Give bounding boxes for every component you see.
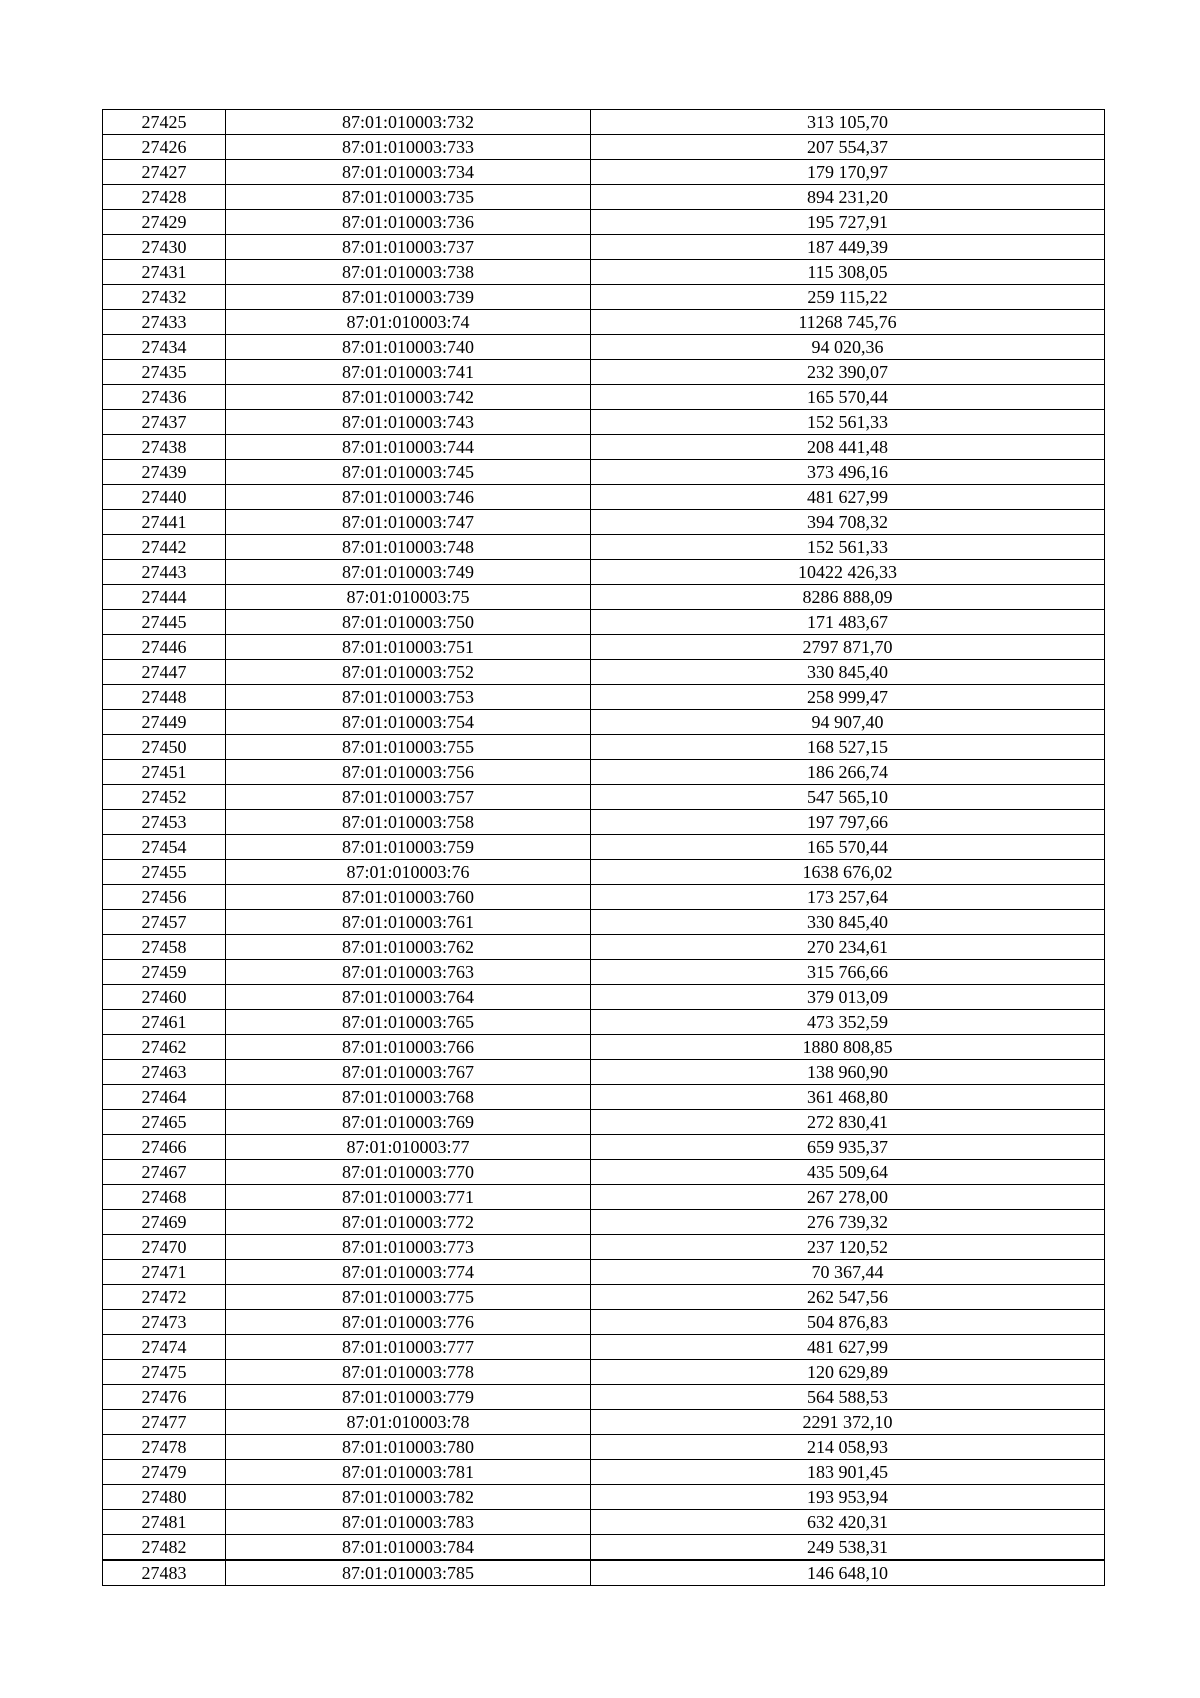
cadastral-value-cell: 187 449,39 [591, 235, 1105, 260]
cadastral-number-cell: 87:01:010003:768 [226, 1085, 591, 1110]
row-number-cell: 27432 [103, 285, 226, 310]
cadastral-value-cell: 10422 426,33 [591, 560, 1105, 585]
table-row [103, 310, 1105, 335]
table-row [103, 185, 1105, 210]
cadastral-value-cell: 183 901,45 [591, 1460, 1105, 1485]
cadastral-value-cell: 165 570,44 [591, 385, 1105, 410]
cadastral-number-cell: 87:01:010003:771 [226, 1185, 591, 1210]
cadastral-number-cell: 87:01:010003:782 [226, 1485, 591, 1510]
table-row [103, 1310, 1105, 1335]
cadastral-number-cell: 87:01:010003:747 [226, 510, 591, 535]
cadastral-value-cell: 179 170,97 [591, 160, 1105, 185]
cadastral-number-cell: 87:01:010003:753 [226, 685, 591, 710]
cadastral-value-cell: 481 627,99 [591, 485, 1105, 510]
cadastral-number-cell: 87:01:010003:761 [226, 910, 591, 935]
row-number-cell: 27469 [103, 1210, 226, 1235]
row-number-cell: 27450 [103, 735, 226, 760]
cadastral-value-cell: 473 352,59 [591, 1010, 1105, 1035]
cadastral-number-cell: 87:01:010003:754 [226, 710, 591, 735]
cadastral-value-cell: 214 058,93 [591, 1435, 1105, 1460]
cadastral-number-cell: 87:01:010003:74 [226, 310, 591, 335]
table-row [103, 760, 1105, 785]
cadastral-value-cell: 120 629,89 [591, 1360, 1105, 1385]
cadastral-value-cell: 259 115,22 [591, 285, 1105, 310]
cadastral-value-cell: 146 648,10 [591, 1560, 1105, 1586]
table-row [103, 985, 1105, 1010]
cadastral-value-cell: 894 231,20 [591, 185, 1105, 210]
row-number-cell: 27467 [103, 1160, 226, 1185]
table-row [103, 1210, 1105, 1235]
cadastral-number-cell: 87:01:010003:776 [226, 1310, 591, 1335]
table-row [103, 910, 1105, 935]
cadastral-value-cell: 70 367,44 [591, 1260, 1105, 1285]
cadastral-number-cell: 87:01:010003:734 [226, 160, 591, 185]
row-number-cell: 27464 [103, 1085, 226, 1110]
cadastral-value-cell: 276 739,32 [591, 1210, 1105, 1235]
cadastral-value-cell: 138 960,90 [591, 1060, 1105, 1085]
table-row [103, 1385, 1105, 1410]
row-number-cell: 27426 [103, 135, 226, 160]
table-row [103, 1185, 1105, 1210]
cadastral-number-cell: 87:01:010003:755 [226, 735, 591, 760]
cadastral-value-cell: 2797 871,70 [591, 635, 1105, 660]
row-number-cell: 27444 [103, 585, 226, 610]
cadastral-number-cell: 87:01:010003:783 [226, 1510, 591, 1535]
cadastral-value-cell: 152 561,33 [591, 410, 1105, 435]
row-number-cell: 27476 [103, 1385, 226, 1410]
cadastral-number-cell: 87:01:010003:756 [226, 760, 591, 785]
table-row [103, 1160, 1105, 1185]
row-number-cell: 27436 [103, 385, 226, 410]
cadastral-value-cell: 171 483,67 [591, 610, 1105, 635]
cadastral-value-cell: 258 999,47 [591, 685, 1105, 710]
row-number-cell: 27461 [103, 1010, 226, 1035]
cadastral-number-cell: 87:01:010003:760 [226, 885, 591, 910]
row-number-cell: 27463 [103, 1060, 226, 1085]
cadastral-value-cell: 152 561,33 [591, 535, 1105, 560]
cadastral-number-cell: 87:01:010003:777 [226, 1335, 591, 1360]
cadastral-number-cell: 87:01:010003:757 [226, 785, 591, 810]
table-row [103, 210, 1105, 235]
table-row [103, 360, 1105, 385]
table-row [103, 385, 1105, 410]
table-row [103, 235, 1105, 260]
table-row [103, 335, 1105, 360]
cadastral-number-cell: 87:01:010003:773 [226, 1235, 591, 1260]
table-row [103, 1560, 1105, 1586]
cadastral-value-cell: 173 257,64 [591, 885, 1105, 910]
table-row [103, 560, 1105, 585]
table-row [103, 1460, 1105, 1485]
cadastral-number-cell: 87:01:010003:736 [226, 210, 591, 235]
table-row [103, 685, 1105, 710]
table-row [103, 1285, 1105, 1310]
table-row [103, 610, 1105, 635]
table-row [103, 260, 1105, 285]
row-number-cell: 27454 [103, 835, 226, 860]
table-row [103, 510, 1105, 535]
row-number-cell: 27440 [103, 485, 226, 510]
cadastral-value-cell: 481 627,99 [591, 1335, 1105, 1360]
cadastral-number-cell: 87:01:010003:78 [226, 1410, 591, 1435]
cadastral-value-cell: 373 496,16 [591, 460, 1105, 485]
row-number-cell: 27458 [103, 935, 226, 960]
cadastral-value-cell: 249 538,31 [591, 1535, 1105, 1561]
cadastral-number-cell: 87:01:010003:774 [226, 1260, 591, 1285]
row-number-cell: 27434 [103, 335, 226, 360]
cadastral-number-cell: 87:01:010003:770 [226, 1160, 591, 1185]
cadastral-value-cell: 315 766,66 [591, 960, 1105, 985]
table-row [103, 860, 1105, 885]
cadastral-number-cell: 87:01:010003:775 [226, 1285, 591, 1310]
cadastral-number-cell: 87:01:010003:752 [226, 660, 591, 685]
cadastral-number-cell: 87:01:010003:784 [226, 1535, 591, 1561]
table-row [103, 1260, 1105, 1285]
cadastral-number-cell: 87:01:010003:735 [226, 185, 591, 210]
cadastral-value-cell: 267 278,00 [591, 1185, 1105, 1210]
row-number-cell: 27430 [103, 235, 226, 260]
cadastral-value-cell: 394 708,32 [591, 510, 1105, 535]
row-number-cell: 27449 [103, 710, 226, 735]
table-row [103, 1085, 1105, 1110]
table-row [103, 1235, 1105, 1260]
row-number-cell: 27456 [103, 885, 226, 910]
row-number-cell: 27443 [103, 560, 226, 585]
table-row [103, 735, 1105, 760]
cadastral-number-cell: 87:01:010003:764 [226, 985, 591, 1010]
table-row [103, 885, 1105, 910]
cadastral-number-cell: 87:01:010003:759 [226, 835, 591, 860]
cadastral-number-cell: 87:01:010003:738 [226, 260, 591, 285]
row-number-cell: 27442 [103, 535, 226, 560]
cadastral-number-cell: 87:01:010003:769 [226, 1110, 591, 1135]
cadastral-value-cell: 330 845,40 [591, 660, 1105, 685]
cadastral-number-cell: 87:01:010003:737 [226, 235, 591, 260]
cadastral-number-cell: 87:01:010003:76 [226, 860, 591, 885]
row-number-cell: 27441 [103, 510, 226, 535]
cadastral-number-cell: 87:01:010003:781 [226, 1460, 591, 1485]
cadastral-number-cell: 87:01:010003:739 [226, 285, 591, 310]
row-number-cell: 27465 [103, 1110, 226, 1135]
table-row [103, 1410, 1105, 1435]
row-number-cell: 27478 [103, 1435, 226, 1460]
table-row [103, 1335, 1105, 1360]
table-row [103, 535, 1105, 560]
row-number-cell: 27446 [103, 635, 226, 660]
cadastral-number-cell: 87:01:010003:750 [226, 610, 591, 635]
table-row [103, 835, 1105, 860]
cadastral-value-table [102, 109, 1105, 1586]
row-number-cell: 27439 [103, 460, 226, 485]
cadastral-value-cell: 207 554,37 [591, 135, 1105, 160]
cadastral-value-cell: 564 588,53 [591, 1385, 1105, 1410]
row-number-cell: 27451 [103, 760, 226, 785]
cadastral-number-cell: 87:01:010003:749 [226, 560, 591, 585]
row-number-cell: 27453 [103, 810, 226, 835]
cadastral-number-cell: 87:01:010003:732 [226, 110, 591, 135]
table-row [103, 585, 1105, 610]
cadastral-value-cell: 632 420,31 [591, 1510, 1105, 1535]
row-number-cell: 27468 [103, 1185, 226, 1210]
cadastral-number-cell: 87:01:010003:733 [226, 135, 591, 160]
table-body [103, 110, 1105, 1586]
table-row [103, 1510, 1105, 1535]
cadastral-value-cell: 361 468,80 [591, 1085, 1105, 1110]
cadastral-number-cell: 87:01:010003:772 [226, 1210, 591, 1235]
table-row [103, 135, 1105, 160]
row-number-cell: 27459 [103, 960, 226, 985]
table-row [103, 710, 1105, 735]
row-number-cell: 27448 [103, 685, 226, 710]
table-row [103, 285, 1105, 310]
row-number-cell: 27466 [103, 1135, 226, 1160]
cadastral-value-cell: 330 845,40 [591, 910, 1105, 935]
cadastral-number-cell: 87:01:010003:763 [226, 960, 591, 985]
cadastral-value-cell: 11268 745,76 [591, 310, 1105, 335]
table-row [103, 1035, 1105, 1060]
cadastral-number-cell: 87:01:010003:765 [226, 1010, 591, 1035]
cadastral-number-cell: 87:01:010003:778 [226, 1360, 591, 1385]
table-row [103, 435, 1105, 460]
row-number-cell: 27427 [103, 160, 226, 185]
table-row [103, 1135, 1105, 1160]
cadastral-value-cell: 208 441,48 [591, 435, 1105, 460]
row-number-cell: 27480 [103, 1485, 226, 1510]
row-number-cell: 27455 [103, 860, 226, 885]
cadastral-value-cell: 94 020,36 [591, 335, 1105, 360]
row-number-cell: 27462 [103, 1035, 226, 1060]
row-number-cell: 27447 [103, 660, 226, 685]
table-row [103, 810, 1105, 835]
cadastral-number-cell: 87:01:010003:785 [226, 1560, 591, 1586]
cadastral-value-cell: 168 527,15 [591, 735, 1105, 760]
cadastral-value-cell: 232 390,07 [591, 360, 1105, 385]
row-number-cell: 27483 [103, 1560, 226, 1586]
cadastral-number-cell: 87:01:010003:740 [226, 335, 591, 360]
row-number-cell: 27437 [103, 410, 226, 435]
cadastral-number-cell: 87:01:010003:762 [226, 935, 591, 960]
table-row [103, 1360, 1105, 1385]
cadastral-number-cell: 87:01:010003:767 [226, 1060, 591, 1085]
cadastral-value-cell: 197 797,66 [591, 810, 1105, 835]
row-number-cell: 27460 [103, 985, 226, 1010]
cadastral-number-cell: 87:01:010003:743 [226, 410, 591, 435]
row-number-cell: 27474 [103, 1335, 226, 1360]
cadastral-value-cell: 313 105,70 [591, 110, 1105, 135]
table-row [103, 410, 1105, 435]
row-number-cell: 27429 [103, 210, 226, 235]
cadastral-value-cell: 2291 372,10 [591, 1410, 1105, 1435]
cadastral-number-cell: 87:01:010003:748 [226, 535, 591, 560]
table-row [103, 110, 1105, 135]
cadastral-value-cell: 270 234,61 [591, 935, 1105, 960]
cadastral-number-cell: 87:01:010003:77 [226, 1135, 591, 1160]
cadastral-value-cell: 237 120,52 [591, 1235, 1105, 1260]
cadastral-value-cell: 195 727,91 [591, 210, 1105, 235]
cadastral-value-cell: 272 830,41 [591, 1110, 1105, 1135]
row-number-cell: 27438 [103, 435, 226, 460]
row-number-cell: 27433 [103, 310, 226, 335]
row-number-cell: 27482 [103, 1535, 226, 1561]
table-row [103, 485, 1105, 510]
cadastral-value-cell: 262 547,56 [591, 1285, 1105, 1310]
table-row [103, 160, 1105, 185]
cadastral-value-cell: 94 907,40 [591, 710, 1105, 735]
cadastral-value-cell: 504 876,83 [591, 1310, 1105, 1335]
cadastral-number-cell: 87:01:010003:741 [226, 360, 591, 385]
table-row [103, 1110, 1105, 1135]
row-number-cell: 27479 [103, 1460, 226, 1485]
table-row [103, 460, 1105, 485]
cadastral-value-cell: 1880 808,85 [591, 1035, 1105, 1060]
table-row [103, 1535, 1105, 1561]
cadastral-value-cell: 165 570,44 [591, 835, 1105, 860]
row-number-cell: 27473 [103, 1310, 226, 1335]
cadastral-number-cell: 87:01:010003:758 [226, 810, 591, 835]
cadastral-value-cell: 659 935,37 [591, 1135, 1105, 1160]
cadastral-value-cell: 8286 888,09 [591, 585, 1105, 610]
cadastral-number-cell: 87:01:010003:744 [226, 435, 591, 460]
row-number-cell: 27472 [103, 1285, 226, 1310]
table-row [103, 785, 1105, 810]
row-number-cell: 27471 [103, 1260, 226, 1285]
cadastral-number-cell: 87:01:010003:75 [226, 585, 591, 610]
table-row [103, 1060, 1105, 1085]
cadastral-number-cell: 87:01:010003:779 [226, 1385, 591, 1410]
table-row [103, 1010, 1105, 1035]
row-number-cell: 27475 [103, 1360, 226, 1385]
cadastral-number-cell: 87:01:010003:742 [226, 385, 591, 410]
table-row [103, 960, 1105, 985]
row-number-cell: 27470 [103, 1235, 226, 1260]
row-number-cell: 27425 [103, 110, 226, 135]
table-row [103, 935, 1105, 960]
cadastral-number-cell: 87:01:010003:751 [226, 635, 591, 660]
cadastral-value-cell: 1638 676,02 [591, 860, 1105, 885]
row-number-cell: 27452 [103, 785, 226, 810]
cadastral-number-cell: 87:01:010003:780 [226, 1435, 591, 1460]
cadastral-value-cell: 547 565,10 [591, 785, 1105, 810]
row-number-cell: 27481 [103, 1510, 226, 1535]
table-row [103, 1435, 1105, 1460]
cadastral-number-cell: 87:01:010003:766 [226, 1035, 591, 1060]
cadastral-value-cell: 186 266,74 [591, 760, 1105, 785]
cadastral-value-cell: 115 308,05 [591, 260, 1105, 285]
table-row [103, 635, 1105, 660]
cadastral-value-cell: 435 509,64 [591, 1160, 1105, 1185]
cadastral-value-cell: 193 953,94 [591, 1485, 1105, 1510]
row-number-cell: 27435 [103, 360, 226, 385]
cadastral-value-cell: 379 013,09 [591, 985, 1105, 1010]
table-row [103, 1485, 1105, 1510]
cadastral-number-cell: 87:01:010003:745 [226, 460, 591, 485]
row-number-cell: 27445 [103, 610, 226, 635]
row-number-cell: 27431 [103, 260, 226, 285]
row-number-cell: 27457 [103, 910, 226, 935]
table-row [103, 660, 1105, 685]
cadastral-number-cell: 87:01:010003:746 [226, 485, 591, 510]
row-number-cell: 27428 [103, 185, 226, 210]
row-number-cell: 27477 [103, 1410, 226, 1435]
